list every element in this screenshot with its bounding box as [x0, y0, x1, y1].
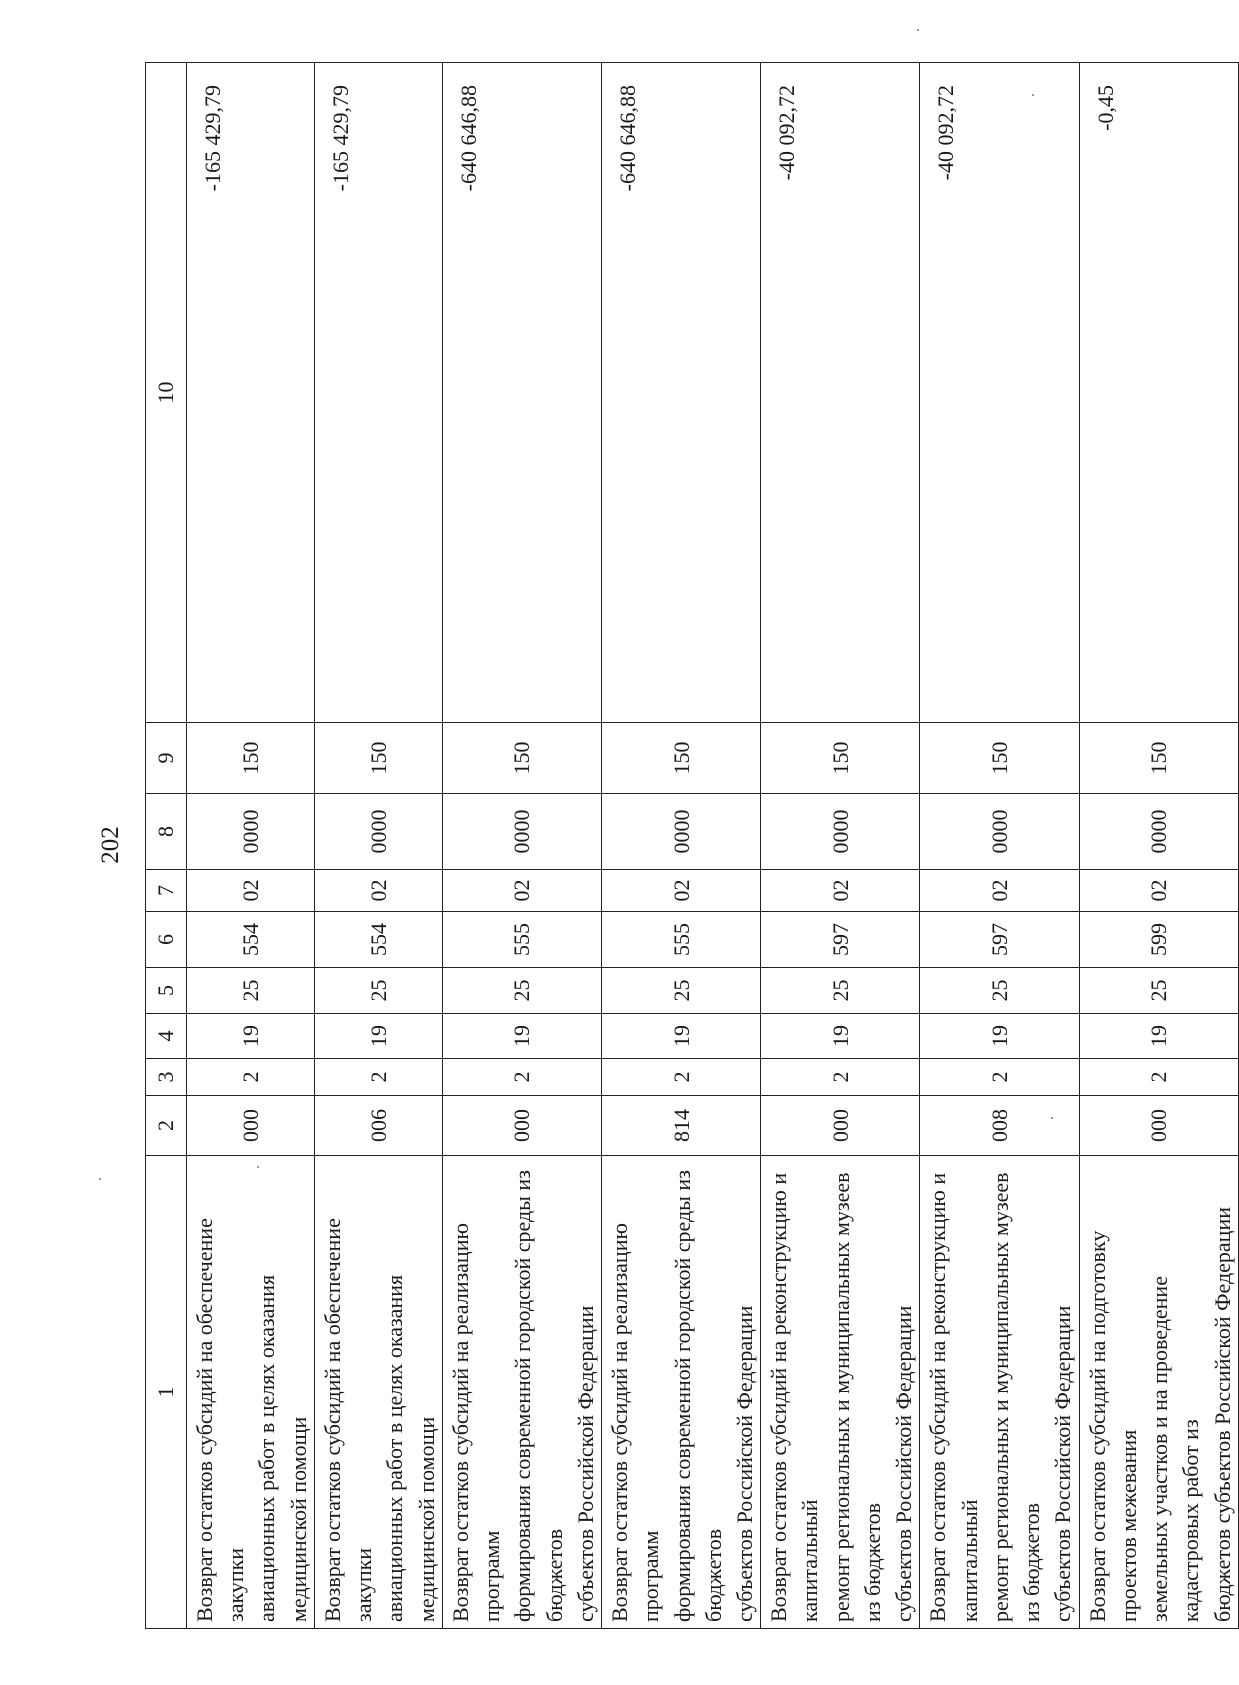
table-row — [761, 63, 920, 1629]
code-cell: 814 — [602, 1096, 761, 1156]
table-row — [602, 63, 761, 1629]
scan-speck — [917, 29, 919, 31]
code-cell: 25 — [187, 968, 315, 1014]
amount-cell: -165 429,79 — [187, 63, 315, 723]
amount-cell: -165 429,79 — [314, 63, 442, 723]
code-cell: 000 — [761, 1096, 920, 1156]
code-cell: 19 — [761, 1014, 920, 1059]
description-line: формирования современной городской среды из бюджетов — [510, 1170, 567, 1622]
table-row — [187, 63, 315, 1629]
code-cell: 150 — [187, 723, 315, 794]
column-header: 6 — [146, 912, 187, 968]
code-cell: 0000 — [1079, 794, 1238, 870]
description-cell — [442, 1156, 601, 1629]
scan-speck — [257, 1166, 259, 1168]
table-row — [920, 63, 1079, 1629]
code-cell: 555 — [602, 912, 761, 968]
code-cell: 554 — [187, 912, 315, 968]
column-header: 9 — [146, 723, 187, 794]
code-cell: 000 — [442, 1096, 601, 1156]
column-header: 7 — [146, 870, 187, 912]
header-row — [146, 63, 187, 1629]
code-cell: 19 — [442, 1014, 601, 1059]
table-row — [442, 63, 601, 1629]
description-line: субъектов Российской Федерации — [891, 1305, 917, 1622]
code-cell: 02 — [1079, 870, 1238, 912]
description-cell — [187, 1156, 315, 1629]
code-cell: 02 — [761, 870, 920, 912]
amount-cell: -40 092,72 — [761, 63, 920, 723]
page-number: 202 — [97, 826, 124, 864]
description-line: земельных участков и на проведение кадастровых работ из — [1147, 1276, 1204, 1622]
description-line: Возврат остатков субсидий на реконструкцию и капитальный — [766, 1172, 823, 1622]
description-line: формирования современной городской среды из бюджетов — [669, 1170, 726, 1622]
column-header: 2 — [146, 1096, 187, 1156]
code-cell: 0000 — [920, 794, 1079, 870]
code-cell: 19 — [314, 1014, 442, 1059]
code-cell: 150 — [761, 723, 920, 794]
code-cell: 2 — [761, 1059, 920, 1096]
code-cell: 2 — [1079, 1059, 1238, 1096]
description-line: ремонт региональных и муниципальных музеев из бюджетов — [987, 1172, 1045, 1622]
code-cell: 19 — [920, 1014, 1079, 1059]
description-cell — [761, 1156, 920, 1629]
description-line: Возврат остатков субсидий на обеспечение закупки — [319, 1218, 377, 1622]
description-line: Возврат остатков субсидий на реализацию программ — [447, 1223, 505, 1622]
column-header: 3 — [146, 1059, 187, 1096]
code-cell: 554 — [314, 912, 442, 968]
column-header: 4 — [146, 1014, 187, 1059]
description-line: бюджетов субъектов Российской Федерации — [1209, 1207, 1235, 1622]
description-line: Возврат остатков субсидий на реализацию программ — [607, 1223, 664, 1622]
code-cell: 02 — [187, 870, 315, 912]
amount-cell: -640 646,88 — [442, 63, 601, 723]
code-cell: 150 — [602, 723, 761, 794]
code-cell: 25 — [761, 968, 920, 1014]
column-header: 10 — [146, 63, 187, 723]
code-cell: 150 — [1079, 723, 1238, 794]
scan-speck — [1051, 1117, 1053, 1119]
description-line: авиационных работ в целях оказания медицинской помощи — [382, 1274, 439, 1622]
description-cell — [602, 1156, 761, 1629]
amount-cell: -40 092,72 — [920, 63, 1079, 723]
code-cell: 597 — [761, 912, 920, 968]
code-cell: 02 — [602, 870, 761, 912]
scan-speck — [1032, 94, 1034, 96]
code-cell: 150 — [442, 723, 601, 794]
code-cell: 0000 — [314, 794, 442, 870]
description-line: субъектов Российской Федерации — [572, 1305, 598, 1622]
code-cell: 02 — [314, 870, 442, 912]
description-line: Возврат остатков субсидий на обеспечение закупки — [192, 1218, 249, 1622]
description-line: субъектов Российской Федерации — [731, 1305, 757, 1622]
code-cell: 006 — [314, 1096, 442, 1156]
code-cell: 25 — [920, 968, 1079, 1014]
code-cell: 2 — [314, 1059, 442, 1096]
code-cell: 555 — [442, 912, 601, 968]
code-cell: 25 — [314, 968, 442, 1014]
code-cell: 0000 — [187, 794, 315, 870]
code-cell: 25 — [1079, 968, 1238, 1014]
code-cell: 2 — [187, 1059, 315, 1096]
column-header: 5 — [146, 968, 187, 1014]
code-cell: 2 — [920, 1059, 1079, 1096]
description-cell — [920, 1156, 1079, 1629]
code-cell: 0000 — [442, 794, 601, 870]
description-cell — [314, 1156, 442, 1629]
code-cell: 0000 — [761, 794, 920, 870]
code-cell: 19 — [187, 1014, 315, 1059]
description-line: ремонт региональных и муниципальных музеев из бюджетов — [828, 1172, 885, 1622]
code-cell: 02 — [442, 870, 601, 912]
budget-table — [145, 62, 1239, 1629]
description-line: авиационных работ в целях оказания медицинской помощи — [254, 1274, 311, 1622]
description-cell — [1079, 1156, 1238, 1629]
code-cell: 008 — [920, 1096, 1079, 1156]
description-line: Возврат остатков субсидий на реконструкцию и капитальный — [925, 1172, 982, 1622]
code-cell: 2 — [602, 1059, 761, 1096]
rotated-table-container — [145, 63, 1235, 1629]
code-cell: 19 — [602, 1014, 761, 1059]
column-header: 8 — [146, 794, 187, 870]
code-cell: 19 — [1079, 1014, 1238, 1059]
code-cell: 599 — [1079, 912, 1238, 968]
table-row — [314, 63, 442, 1629]
scan-speck — [99, 1178, 101, 1180]
code-cell: 02 — [920, 870, 1079, 912]
code-cell: 597 — [920, 912, 1079, 968]
code-cell: 0000 — [602, 794, 761, 870]
code-cell: 25 — [602, 968, 761, 1014]
code-cell: 000 — [187, 1096, 315, 1156]
table-row — [1079, 63, 1238, 1629]
code-cell: 2 — [442, 1059, 601, 1096]
amount-cell: -0,45 — [1079, 63, 1238, 723]
column-header: 1 — [146, 1156, 187, 1629]
code-cell: 150 — [314, 723, 442, 794]
code-cell: 150 — [920, 723, 1079, 794]
code-cell: 000 — [1079, 1096, 1238, 1156]
code-cell: 25 — [442, 968, 601, 1014]
description-line: субъектов Российской Федерации — [1050, 1305, 1076, 1622]
amount-cell: -640 646,88 — [602, 63, 761, 723]
description-line: Возврат остатков субсидий на подготовку проектов межевания — [1084, 1230, 1141, 1622]
